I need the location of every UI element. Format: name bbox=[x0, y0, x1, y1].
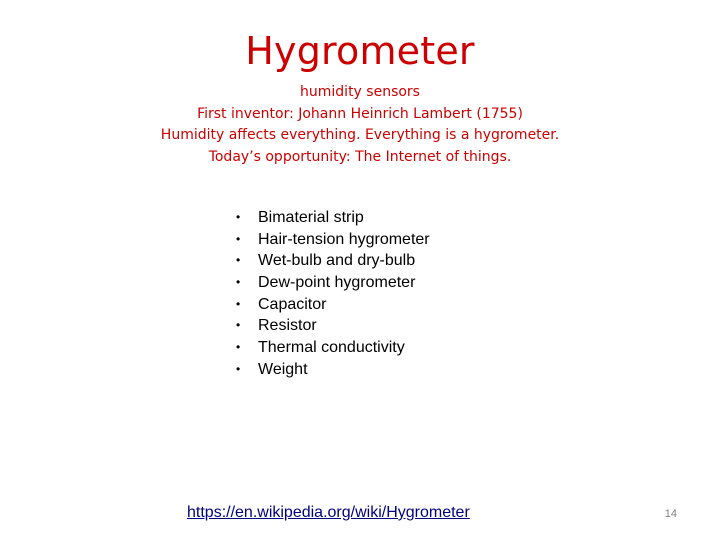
bullet-text: Weight bbox=[258, 360, 308, 378]
bullet-icon: • bbox=[236, 340, 241, 355]
wikipedia-link[interactable]: https://en.wikipedia.org/wiki/Hygrometer bbox=[187, 504, 470, 521]
bullet-item bbox=[236, 359, 430, 381]
bullet-item bbox=[236, 315, 430, 337]
subtitle-line: Humidity affects everything. Everything is a hygrometer. bbox=[160, 127, 560, 143]
bullet-icon: • bbox=[236, 275, 241, 290]
bullet-icon: • bbox=[236, 318, 241, 333]
page-number: 14 bbox=[664, 508, 677, 520]
bullet-item bbox=[236, 294, 430, 316]
bullet-item bbox=[236, 229, 430, 251]
bullet-icon: • bbox=[236, 296, 241, 311]
bullet-list bbox=[236, 207, 430, 381]
bullet-icon: • bbox=[236, 210, 241, 224]
subtitle-block bbox=[0, 82, 720, 168]
bullet-icon: • bbox=[236, 231, 241, 246]
bullet-item bbox=[236, 272, 430, 294]
bullet-item bbox=[236, 250, 430, 272]
bullet-item bbox=[236, 207, 430, 229]
slide-title: Hygrometer bbox=[245, 29, 475, 73]
bullet-text: Capacitor bbox=[258, 295, 327, 313]
bullet-item bbox=[236, 337, 430, 359]
subtitle-line: Today’s opportunity: The Internet of things. bbox=[208, 148, 512, 165]
bullet-text: Dew-point hygrometer bbox=[258, 274, 416, 292]
bullet-text: Resistor bbox=[258, 317, 317, 335]
bullet-icon: • bbox=[236, 253, 241, 268]
subtitle-line: First inventor: Johann Heinrich Lambert (1755) bbox=[197, 105, 523, 122]
bullet-text: Thermal conductivity bbox=[258, 339, 405, 357]
bullet-text: Wet-bulb and dry-bulb bbox=[258, 252, 416, 270]
bullet-text: Bimaterial strip bbox=[258, 209, 364, 226]
bullet-text: Hair-tension hygrometer bbox=[258, 230, 430, 248]
subtitle-line: humidity sensors bbox=[300, 84, 420, 100]
bullet-icon: • bbox=[236, 361, 241, 376]
